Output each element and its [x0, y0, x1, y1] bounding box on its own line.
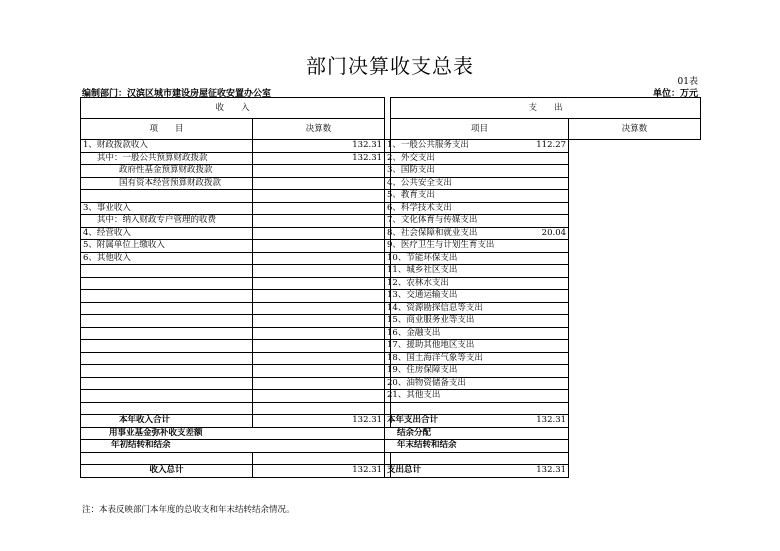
income-item	[81, 377, 253, 390]
income-amount	[253, 227, 385, 240]
table-row	[81, 377, 701, 390]
department-label: 编制部门：汉滨区城市建设房屋征收安置办公室	[82, 89, 272, 99]
income-item	[81, 352, 253, 365]
expense-item: 5、教育支出	[385, 190, 391, 203]
expense-item: 18、国土海洋气象等支出	[385, 352, 391, 365]
expense-item: 10、节能环保支出	[385, 252, 391, 265]
expense-item: 12、农林水支出	[385, 277, 391, 290]
grand-expense-value: 132.31	[391, 465, 569, 478]
table-row	[81, 390, 701, 403]
grand-income-label: 收入总计	[81, 465, 253, 478]
table-row	[81, 352, 701, 365]
income-item: 其中：一般公共预算财政拨款	[81, 152, 253, 165]
fund-row	[81, 427, 701, 440]
table-row	[81, 327, 701, 340]
income-amount	[253, 165, 385, 178]
table-row	[81, 290, 701, 303]
income-item	[81, 365, 253, 378]
income-amount	[253, 202, 385, 215]
table-row	[81, 252, 701, 265]
expense-item: 2、外交支出	[385, 152, 391, 165]
table-row	[81, 340, 701, 353]
income-item: 国有资本经营预算财政拨款	[81, 177, 253, 190]
column-header-row	[81, 119, 701, 140]
income-amount	[253, 365, 385, 378]
expense-total-value: 132.31	[391, 415, 569, 428]
expense-item: 19、住房保障支出	[385, 365, 391, 378]
table-row	[81, 190, 701, 203]
income-amount	[253, 277, 385, 290]
income-amount: 132.31	[253, 140, 385, 153]
section-header-row	[81, 98, 701, 119]
income-item: 6、其他收入	[81, 252, 253, 265]
income-item: 其中：纳入财政专户管理的收费	[81, 215, 253, 228]
income-amount	[253, 340, 385, 353]
annual-total-row	[81, 415, 701, 428]
expense-item: 6、科学技术支出	[385, 202, 391, 215]
table-row	[81, 315, 701, 328]
income-amount	[253, 190, 385, 203]
income-item	[81, 302, 253, 315]
income-amount	[253, 252, 385, 265]
table-row	[81, 140, 701, 153]
expense-item: 7、文化体育与传媒支出	[385, 215, 391, 228]
income-amount	[253, 327, 385, 340]
carryover-row	[81, 440, 701, 453]
income-amount	[253, 377, 385, 390]
income-amount	[253, 302, 385, 315]
table-row	[81, 202, 701, 215]
income-item-header: 项 目	[81, 119, 253, 140]
expense-item: 1、一般公共服务支出	[385, 140, 391, 153]
income-item	[81, 327, 253, 340]
unit-label: 单位：万元	[652, 89, 698, 99]
expense-amount: 20.04	[391, 227, 569, 240]
table-row	[81, 177, 701, 190]
expense-item: 20、油物资储备支出	[385, 377, 391, 390]
income-item: 4、经营收入	[81, 227, 253, 240]
expense-amount	[391, 402, 569, 415]
expense-item: 13、交通运输支出	[385, 290, 391, 303]
expense-item: 17、援助其他地区支出	[385, 340, 391, 353]
income-amount	[253, 215, 385, 228]
table-row	[81, 240, 701, 253]
income-amount	[253, 402, 385, 415]
expense-amount: 112.27	[391, 140, 569, 153]
grand-income-value: 132.31	[253, 465, 385, 478]
income-amount: 132.31	[253, 152, 385, 165]
income-item	[81, 315, 253, 328]
income-item	[81, 190, 253, 203]
expense-item: 21、其他支出	[385, 390, 391, 403]
income-item	[81, 277, 253, 290]
income-item	[81, 265, 253, 278]
income-total-label: 本年收入合计	[81, 415, 253, 428]
income-amount	[253, 177, 385, 190]
table-row	[81, 402, 701, 415]
end-balance-label: 年末结转和结余	[385, 440, 569, 453]
expense-amount-header: 决算数	[569, 119, 701, 140]
income-section-header: 收 入	[81, 98, 385, 119]
income-item: 1、财政拨款收入	[81, 140, 253, 153]
grand-total-row	[81, 465, 701, 478]
expense-item-header: 项目	[391, 119, 569, 140]
begin-balance-label: 年初结转和结余	[81, 440, 385, 453]
revenue-expenditure-table	[80, 97, 701, 478]
income-amount	[253, 352, 385, 365]
expense-item: 8、社会保障和就业支出	[385, 227, 391, 240]
expense-item: 9、医疗卫生与计划生育支出	[385, 240, 391, 253]
table-row	[81, 165, 701, 178]
footnote: 注：本表反映部门本年度的总收支和年末结转结余情况。	[82, 505, 295, 515]
income-item: 5、附属单位上缴收入	[81, 240, 253, 253]
income-amount-header: 决算数	[253, 119, 385, 140]
expense-item: 16、金融支出	[385, 327, 391, 340]
expense-total-label: 本年支出合计	[385, 415, 391, 428]
expense-item: 15、商业服务业等支出	[385, 315, 391, 328]
form-number: 01表	[677, 77, 698, 87]
table-row	[81, 227, 701, 240]
income-amount	[253, 240, 385, 253]
table-row	[81, 265, 701, 278]
table-row	[81, 215, 701, 228]
expense-item: 4、公共安全支出	[385, 177, 391, 190]
expense-item: 3、国防支出	[385, 165, 391, 178]
income-item	[81, 390, 253, 403]
income-total-value: 132.31	[253, 415, 385, 428]
table-row	[81, 302, 701, 315]
income-amount	[253, 315, 385, 328]
expense-item: 11、城乡社区支出	[385, 265, 391, 278]
grand-expense-label: 支出总计	[385, 465, 391, 478]
income-amount	[253, 265, 385, 278]
blank-row	[81, 452, 701, 465]
income-item	[81, 402, 253, 415]
expense-section-header: 支 出	[391, 98, 701, 119]
income-item: 3、事业收入	[81, 202, 253, 215]
expense-item: 14、资源勘探信息等支出	[385, 302, 391, 315]
page-title: 部门决算收支总表	[306, 54, 474, 78]
income-amount	[253, 290, 385, 303]
table-row	[81, 365, 701, 378]
fund-label: 用事业基金弥补收支差额	[81, 427, 385, 440]
income-item: 政府性基金预算财政拨款	[81, 165, 253, 178]
surplus-label: 结余分配	[385, 427, 569, 440]
income-item	[81, 340, 253, 353]
table-row	[81, 152, 701, 165]
table-row	[81, 277, 701, 290]
income-amount	[253, 390, 385, 403]
income-item	[81, 290, 253, 303]
